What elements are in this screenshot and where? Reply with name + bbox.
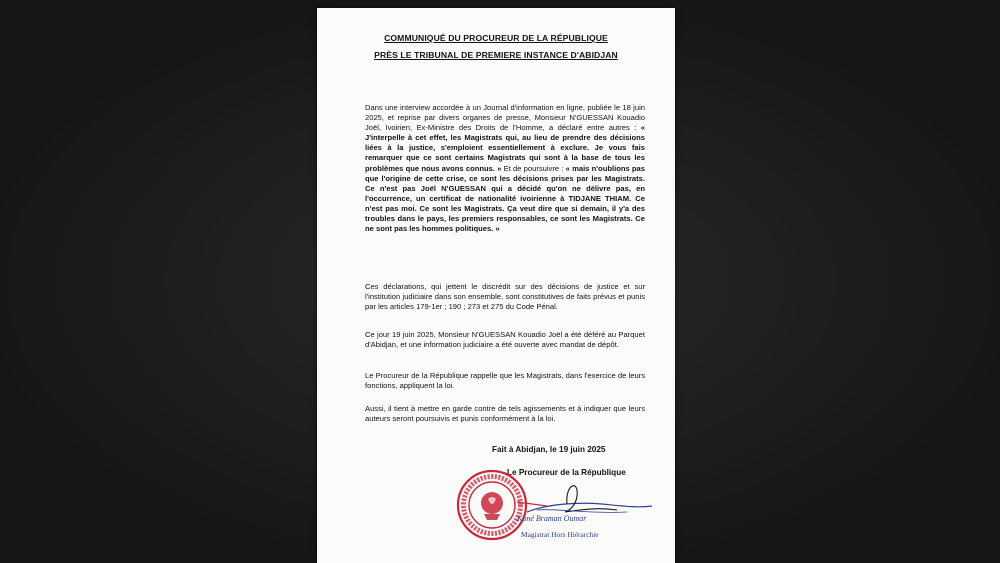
paragraph-reminder: Le Procureur de la République rappelle que les Magistrats, dans l'exercice de leurs fonctions, appliquent la loi.	[365, 371, 645, 391]
paragraph-offences: Ces déclarations, qui jettent le discrédit sur des décisions de justice et sur l'institution judiciaire dans son ensemble, sont constitutives de faits prévus et punis par les articles 179-1er ; 190 ; 273 et 275 du Code Pénal.	[365, 282, 645, 312]
place-and-date: Fait à Abidjan, le 19 juin 2025	[492, 445, 606, 454]
quote-second: « mais n'oublions pas que l'origine de cette crise, ce sont les décisions prises par les Magistrats. Ce n'est pas Joël N'GUESSAN qui a décidé qu'on ne délivre pas, en l'occurrence, un certificat de nationalité ivoirienne à TIDJANE THIAM. Ce n'est pas moi. Ce sont les Magistrats. Ça veut dire que si demain, il y'a des troubles dans le pays, les premiers responsables, ce sont les Magistrats. Ce ne sont pas les hommes politiques. »	[365, 163, 645, 234]
signatory-role: Le Procureur de la République	[507, 468, 626, 477]
signature-name: Koné Braman Oumar	[517, 514, 587, 523]
handwritten-signature	[507, 474, 657, 534]
paragraph-interview	[365, 103, 645, 234]
interview-continue: Et de poursuivre :	[501, 163, 566, 173]
document-title-line2: PRÈS LE TRIBUNAL DE PREMIERE INSTANCE D'ABIDJAN	[374, 50, 618, 60]
communique-page	[317, 8, 675, 563]
signature-title: Magistrat Hors Hiérarchie	[521, 530, 599, 539]
paragraph-detention: Ce jour 19 juin 2025, Monsieur N'GUESSAN Kouadio Joël a été déféré au Parquet d'Abidjan, et une information judiciaire a été ouverte avec mandat de dépôt.	[365, 330, 645, 350]
document-title-line1: COMMUNIQUÉ DU PROCUREUR DE LA RÉPUBLIQUE	[384, 33, 608, 43]
quote-first: « J'interpelle à cet effet, les Magistrats qui, au lieu de prendre des décisions liées à la justice, s'emploient essentiellement à exclure. Je vous fais remarquer que ce sont certains Magistrats qui sont à la base de tous les problèmes que nous avons connus. »	[365, 123, 645, 173]
paragraph-warning: Aussi, il tient à mettre en garde contre de tels agissements et à indiquer que leurs auteurs seront poursuivis et punis conformément à la loi.	[365, 404, 645, 424]
interview-intro: Dans une interview accordée à un Journal d'information en ligne, publiée le 18 juin 2025, et reprise par divers organes de presse, Monsieur N'GUESSAN Kouadio Joël, Ivoirien, Ex-Ministre des Droits de l'Homme, a déclaré entre autres :	[365, 103, 645, 133]
